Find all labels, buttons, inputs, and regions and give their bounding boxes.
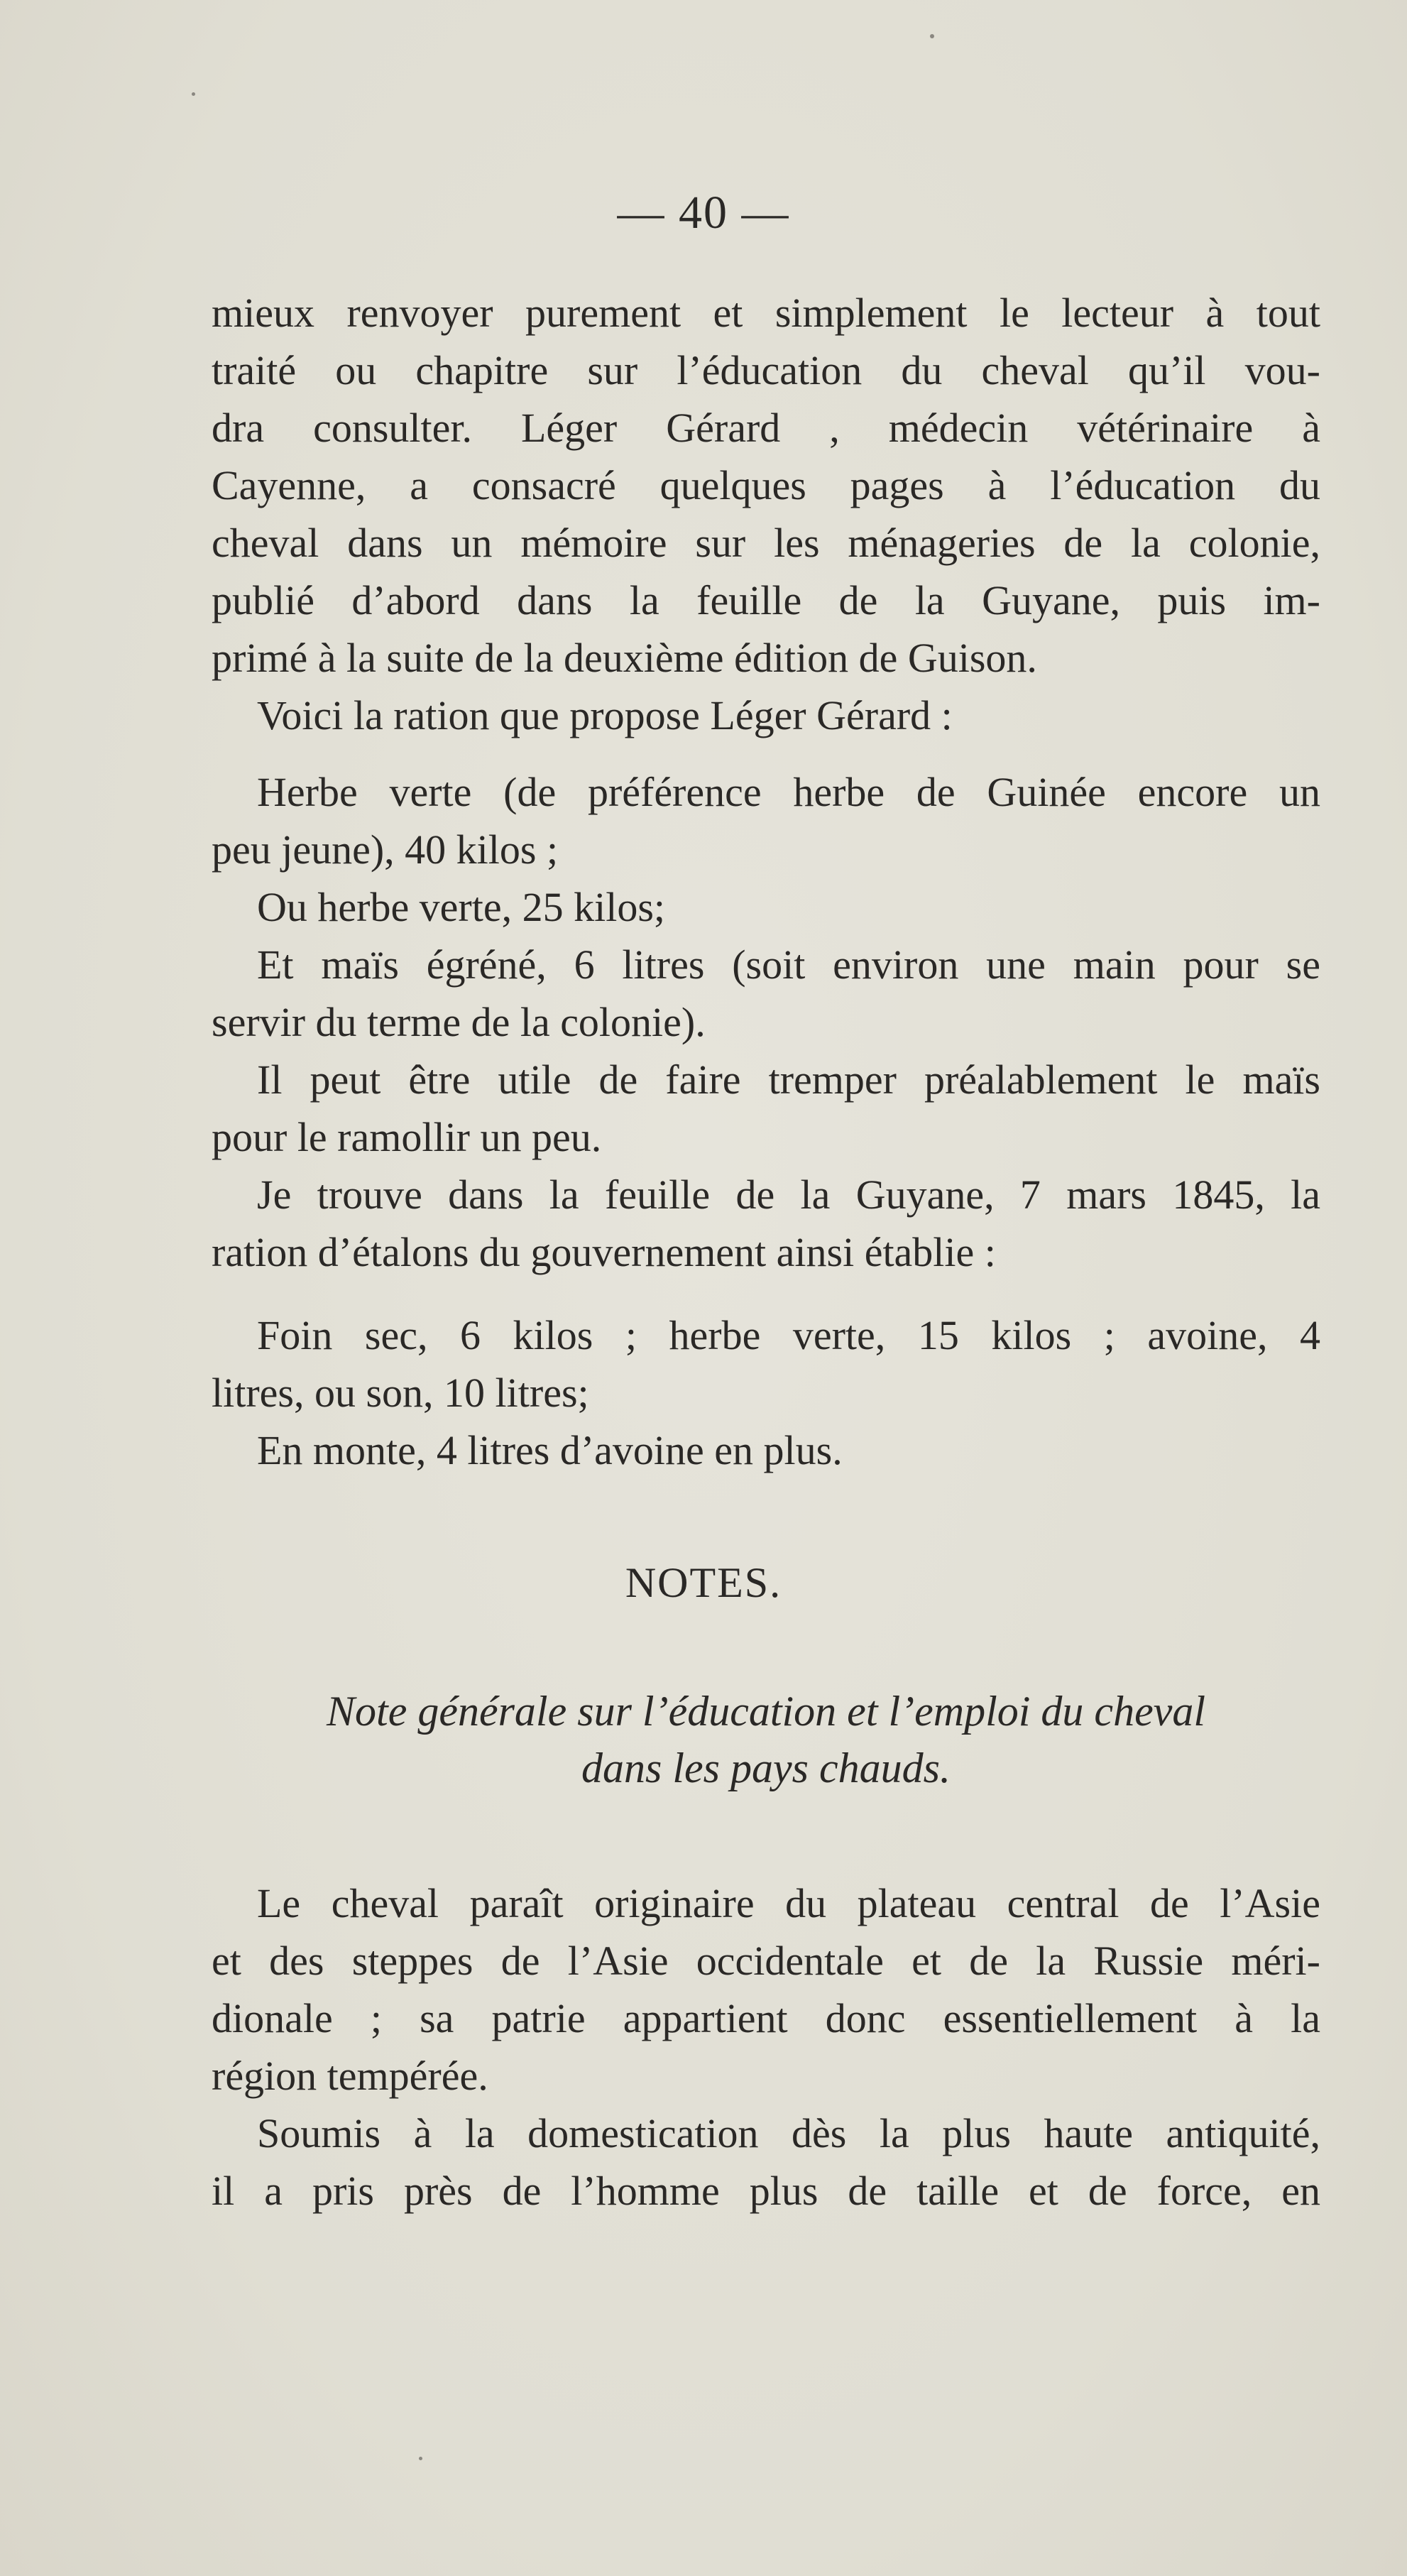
text-line: Foin sec, 6 kilos ; herbe verte, 15 kilos ; avoine, 4: [257, 1312, 1320, 1358]
text-line: région tempérée.: [212, 2053, 488, 2099]
notes-heading: NOTES.: [625, 1559, 782, 1606]
text-line: Le cheval paraît originaire du plateau central de l’Asie: [257, 1880, 1320, 1926]
text-line: Soumis à la domestication dès la plus haute antiquité,: [257, 2110, 1320, 2156]
text-line: En monte, 4 litres d’avoine en plus.: [257, 1427, 843, 1473]
text-line: primé à la suite de la deuxième édition de Guison.: [212, 635, 1037, 681]
ration-list-block: [212, 763, 1320, 1281]
text-line: il a pris près de l’homme plus de taille et de force, en: [212, 2168, 1320, 2214]
paper-speck: [930, 34, 934, 38]
text-line: dra consulter. Léger Gérard , médecin vétérinaire à: [212, 405, 1320, 451]
paper-speck: [419, 2457, 422, 2460]
note-title-line-2: dans les pays chauds.: [581, 1745, 951, 1791]
note-title-line-1: Note générale sur l’éducation et l’emploi du cheval: [327, 1688, 1205, 1735]
text-line: traité ou chapitre sur l’éducation du cheval qu’il vou-: [212, 347, 1320, 393]
paper-speck: [192, 92, 195, 96]
text-line: Et maïs égréné, 6 litres (soit environ une main pour se: [257, 942, 1320, 988]
text-line: Ou herbe verte, 25 kilos;: [257, 884, 666, 930]
paragraph-block-4: [212, 1874, 1320, 2220]
note-title: [212, 1683, 1320, 1796]
text-line: cheval dans un mémoire sur les ménageries de la colonie,: [212, 520, 1320, 566]
text-line: mieux renvoyer purement et simplement le lecteur à tout: [212, 290, 1320, 336]
text-line: Cayenne, a consacré quelques pages à l’éducation du: [212, 462, 1320, 508]
paragraph-block-1: [212, 284, 1320, 744]
text-line: Je trouve dans la feuille de la Guyane, 7 mars 1845, la: [257, 1172, 1320, 1218]
text-line: peu jeune), 40 kilos ;: [212, 826, 559, 873]
text-line: litres, ou son, 10 litres;: [212, 1370, 589, 1416]
text-line: Herbe verte (de préférence herbe de Guinée encore un: [257, 769, 1320, 815]
text-line: Il peut être utile de faire tremper préalablement le maïs: [257, 1057, 1320, 1103]
text-line: publié d’abord dans la feuille de la Guyane, puis im-: [212, 577, 1320, 623]
text-line: ration d’étalons du gouvernement ainsi établie :: [212, 1229, 996, 1275]
text-line: et des steppes de l’Asie occidentale et de la Russie méri-: [212, 1938, 1320, 1984]
text-line: dionale ; sa patrie appartient donc essentiellement à la: [212, 1995, 1320, 2041]
text-line: Voici la ration que propose Léger Gérard :: [257, 692, 953, 738]
stallion-ration-block: [212, 1306, 1320, 1479]
text-line: servir du terme de la colonie).: [212, 999, 706, 1045]
page-number: — 40 —: [617, 187, 790, 239]
text-line: pour le ramollir un peu.: [212, 1114, 602, 1160]
